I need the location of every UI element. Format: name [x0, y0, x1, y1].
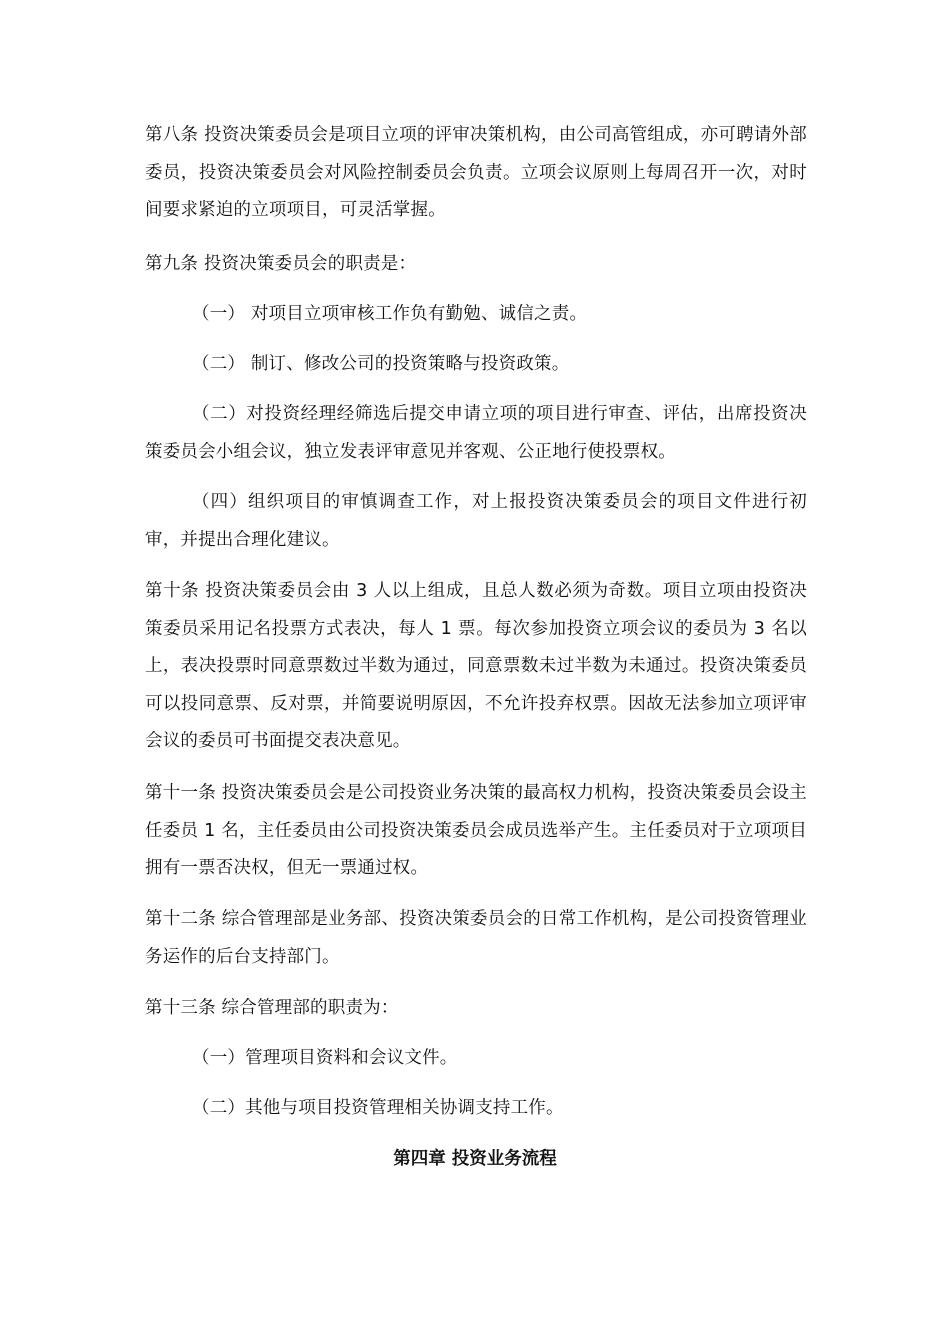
article-9-item-3: （二）对投资经理经筛选后提交申请立项的项目进行审查、评估，出席投资决策委员会小组会议，独立发表评审意见并客观、公正地行使投票权。: [145, 404, 807, 462]
article-13-item-1: （一）管理项目资料和会议文件。: [192, 1048, 458, 1068]
article-13-item-2: （二）其他与项目投资管理相关协调支持工作。: [192, 1098, 564, 1118]
article-8: 第八条 投资决策委员会是项目立项的评审决策机构，由公司高管组成，亦可聘请外部委员，投资决策委员会对风险控制委员会负责。立项会议原则上每周召开一次，对时间要求紧迫的立项项目，可灵活掌握。: [145, 125, 807, 220]
chapter-heading: 第四章 投资业务流程: [393, 1149, 557, 1169]
article-11: 第十一条 投资决策委员会是公司投资业务决策的最高权力机构，投资决策委员会设主任委员 1 名，主任委员由公司投资决策委员会成员选举产生。主任委员对于立项项目拥有一票否决权，但无一票通过权。: [145, 783, 807, 878]
article-9: 第九条 投资决策委员会的职责是：: [145, 254, 417, 274]
article-13: 第十三条 综合管理部的职责为：: [145, 998, 399, 1018]
article-10: 第十条 投资决策委员会由 3 人以上组成，且总人数必须为奇数。项目立项由投资决策委员采用记名投票方式表决，每人 1 票。每次参加投资立项会议的委员为 3 名以上，表决投票时同意票数过半数为通过，同意票数未过半数为未通过。投资决策委员可以投同意票、反对票，并简要说明原因，不允许投弃权票。因故无法参加立项评审会议的委员可书面提交表决意见。: [145, 581, 807, 751]
article-9-item-1: （一） 对项目立项审核工作负有勤勉、诚信之责。: [192, 304, 588, 324]
article-9-item-2: （二） 制订、修改公司的投资策略与投资政策。: [192, 354, 570, 374]
article-9-item-4: （四）组织项目的审慎调查工作，对上报投资决策委员会的项目文件进行初审，并提出合理化建议。: [145, 492, 807, 550]
article-12: 第十二条 综合管理部是业务部、投资决策委员会的日常工作机构，是公司投资管理业务运作的后台支持部门。: [145, 909, 807, 967]
